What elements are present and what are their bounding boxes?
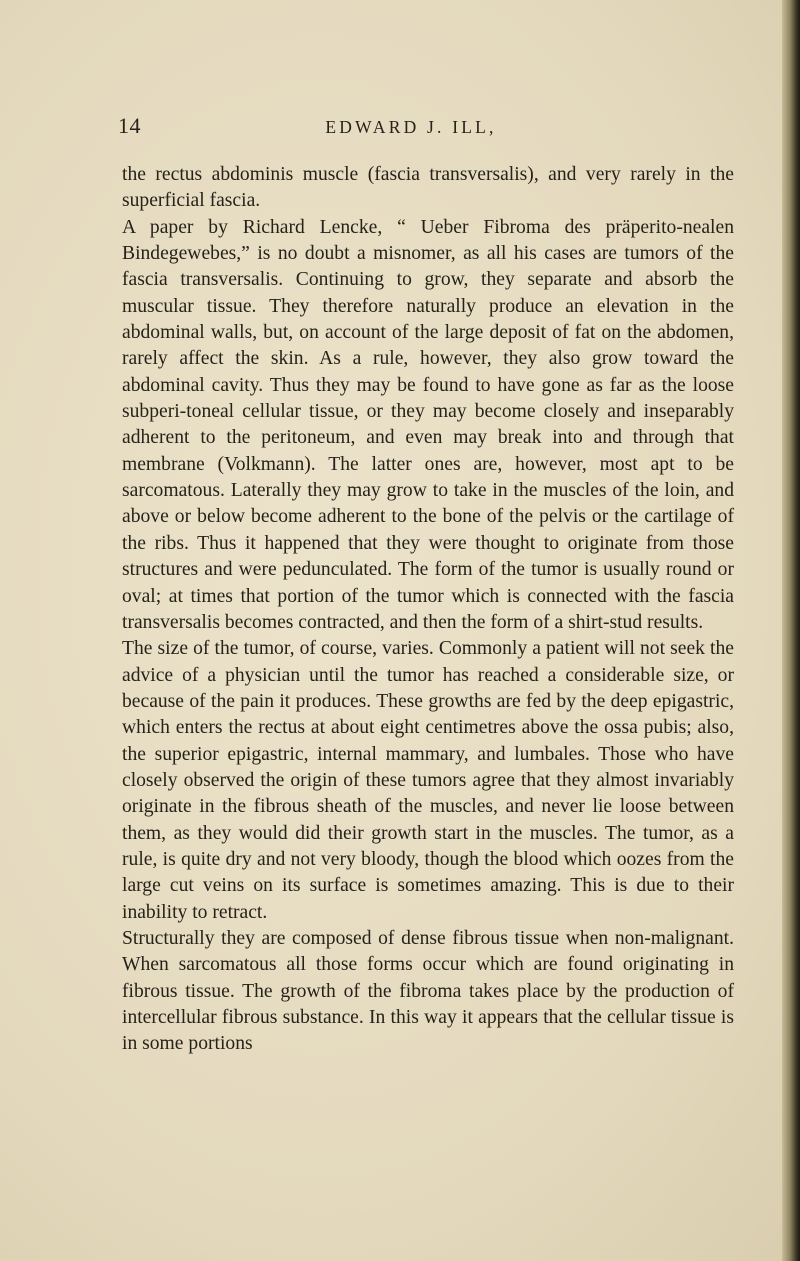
body-text <box>122 162 734 1058</box>
page-binding-edge <box>782 0 800 1261</box>
page-header <box>0 113 800 143</box>
paragraph-3: The size of the tumor, of course, varies. Commonly a patient will not seek the advice of a physician until the tumor has reached a considerable size, or because of the pain it produces. These growths are fed by the deep epigastric, which enters the rectus at about eight centimetres above the ossa pubis; also, the superior epigastric, internal mammary, and lumbales. Those who have closely observed the origin of these tumors agree that they almost invariably originate in the fibrous sheath of the muscles, and never lie loose between them, as they would did their growth start in the muscles. The tumor, as a rule, is quite dry and not very bloody, though the blood which oozes from the large cut veins on its surface is sometimes amazing. This is due to their inability to retract. <box>122 638 734 923</box>
paragraph-2: A paper by Richard Lencke, “ Ueber Fibroma des präperito-nealen Bindegewebes,” is no doubt a misnomer, as all his cases are tumors of the fascia transversalis. Continuing to grow, they separate and absorb the muscular tissue. They therefore naturally produce an elevation in the abdominal walls, but, on account of the large deposit of fat on the abdomen, rarely affect the skin. As a rule, however, they also grow toward the abdominal cavity. Thus they may be found to have gone as far as the loose subperi-toneal cellular tissue, or they may become closely and inseparably adherent to the peritoneum, and even may break into and through that membrane (Volkmann). The latter ones are, however, most apt to be sarcomatous. Laterally they may grow to take in the muscles of the loin, and above or below become adherent to the bone of the pelvis or the cartilage of the ribs. Thus it happened that they were thought to originate from those structures and were pedunculated. The form of the tumor is usually round or oval; at times that portion of the tumor which is connected with the fascia transversalis becomes contracted, and then the form of a shirt-stud results. <box>122 216 734 633</box>
running-head: EDWARD J. ILL, <box>325 117 497 137</box>
paragraph-1: the rectus abdominis muscle (fascia transversalis), and very rarely in the superficial fascia. <box>122 164 734 212</box>
page-number: 14 <box>118 113 141 138</box>
paragraph-4: Structurally they are composed of dense fibrous tissue when non-malignant. When sarcomatous all those forms occur which are found originating in fibrous tissue. The growth of the fibroma takes place by the production of intercellular fibrous substance. In this way it appears that the cellular tissue is in some portions <box>122 927 734 1055</box>
